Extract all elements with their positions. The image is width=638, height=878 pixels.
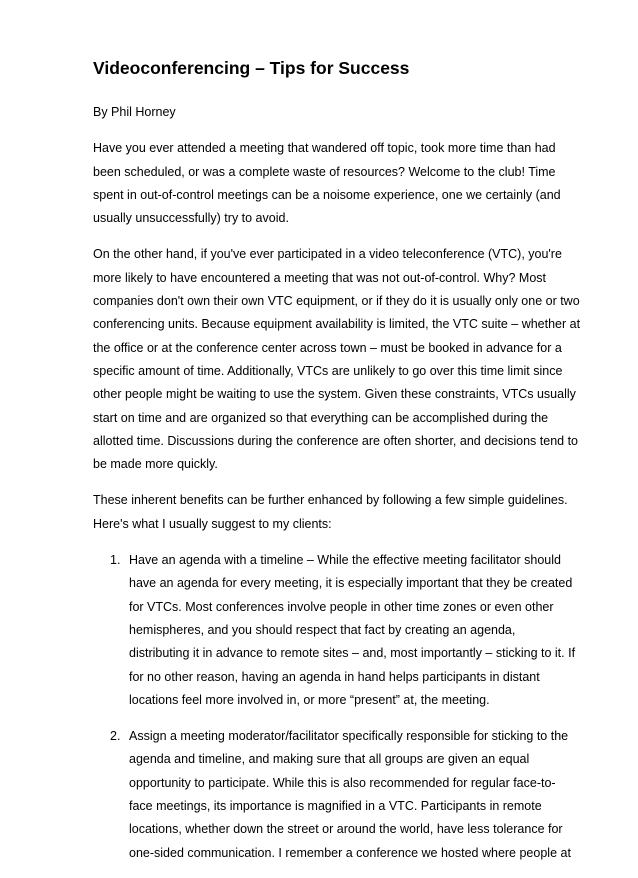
- text-line: distributing it in advance to remote sites – and, most importantly – sticking to it. If: [129, 646, 576, 661]
- document-page: [93, 56, 581, 878]
- text-line: agenda and timeline, and making sure that all groups are given an equal: [129, 752, 530, 767]
- document-title: Videoconferencing – Tips for Success: [93, 58, 410, 78]
- text-line: opportunity to participate. While this is also recommended for regular face-to-: [129, 775, 556, 790]
- paragraph-intro: [93, 137, 561, 230]
- text-line: spent in out-of-control meetings can be a noisome experience, one we certainly (and: [93, 187, 561, 202]
- text-line: for no other reason, having an agenda in hand helps participants in distant: [129, 669, 540, 684]
- list-item: [93, 725, 571, 865]
- text-line: conferencing units. Because equipment availability is limited, the VTC suite – whether at: [93, 317, 581, 332]
- text-line: locations, whether down the street or around the world, have less tolerance for: [129, 822, 563, 837]
- text-line: have an agenda for every meeting, it is especially important that they be created: [129, 576, 573, 591]
- document-byline: By Phil Horney: [93, 105, 176, 119]
- text-line: start on time and are organized so that everything can be accomplished during the: [93, 410, 549, 425]
- text-line: more likely to have encountered a meeting that was not out-of-control. Why? Most: [93, 270, 547, 285]
- text-line: locations feel more involved in, or more “present” at, the meeting.: [129, 692, 490, 707]
- text-line: On the other hand, if you've ever participated in a video teleconference (VTC), you're: [93, 247, 562, 262]
- text-line: Have you ever attended a meeting that wandered off topic, took more time than had: [93, 141, 556, 156]
- list-number: 1.: [110, 553, 121, 568]
- text-line: been scheduled, or was a complete waste of resources? Welcome to the club! Time: [93, 164, 556, 179]
- paragraph-vtc: [93, 243, 581, 476]
- text-line: other people might be waiting to use the system. Given these constraints, VTCs usually: [93, 387, 576, 402]
- list-number: 2.: [110, 729, 121, 744]
- text-line: companies don't own their own VTC equipment, or if they do it is usually only one or two: [93, 294, 580, 309]
- text-line: Assign a meeting moderator/facilitator specifically responsible for sticking to the: [129, 729, 569, 744]
- text-line: be made more quickly.: [93, 457, 218, 472]
- text-line: face meetings, its importance is magnified in a VTC. Participants in remote: [129, 799, 542, 814]
- text-line: specific amount of time. Additionally, VTCs are unlikely to go over this time limit since: [93, 363, 563, 378]
- text-line: for VTCs. Most conferences involve people in other time zones or even other: [129, 599, 554, 614]
- text-line: allotted time. Discussions during the conference are often shorter, and decisions tend to: [93, 433, 579, 448]
- text-line: Here's what I usually suggest to my clients:: [93, 516, 332, 531]
- text-line: the office or at the conference center across town – must be booked in advance for a: [93, 340, 562, 355]
- text-line: hemispheres, and you should respect that fact by creating an agenda,: [129, 622, 516, 637]
- paragraph-guidelines: [93, 489, 568, 536]
- tips-list: [93, 549, 576, 865]
- text-line: one-sided communication. I remember a conference we hosted where people at: [129, 845, 571, 860]
- list-item: [93, 549, 576, 712]
- text-line: Have an agenda with a timeline – While the effective meeting facilitator should: [129, 553, 561, 568]
- text-line: These inherent benefits can be further enhanced by following a few simple guidelines.: [93, 493, 568, 508]
- text-line: usually unsuccessfully) try to avoid.: [93, 211, 289, 226]
